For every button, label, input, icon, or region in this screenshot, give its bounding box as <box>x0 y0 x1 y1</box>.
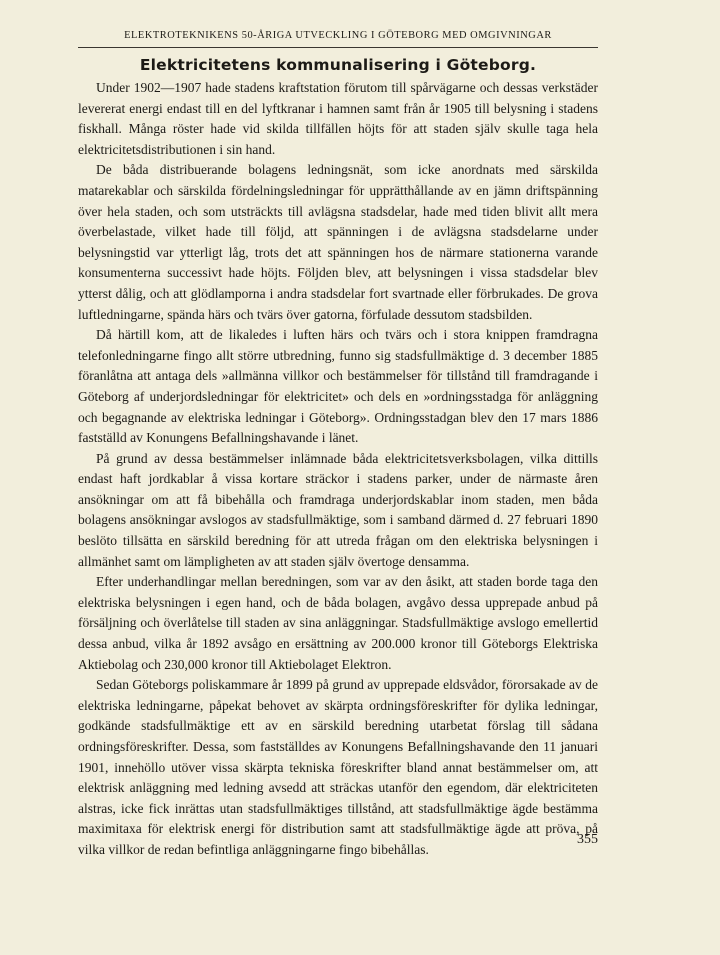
paragraph: De båda distribuerande bolagens ledningsnät, som icke anordnats med särskilda matarekablar och särskilda fördelningsledningar för upprätthållande av en jämn driftspänning över hela staden, och som utsträckts till avlägsna stadsdelar, hade med tiden blivit allt mera överbelastade, vilket hade till följd, att spänningen i de avlägsna stadsdelarne under belysningstid var ytterligt låg, trots det att spänningen hos de närmare stationerna varande konsumenterna successivt hade höjts. Följden blev, att belysningen i vissa stadsdelar blev ytterst dålig, och att glödlamporna i andra stadsdelar fort svartnade eller förbrukades. De grova luftledningarne, spända härs och tvärs över gatorna, förfulade dessutom stadsbilden. <box>78 162 598 322</box>
paragraph: På grund av dessa bestämmelser inlämnade båda elektricitetsverksbolagen, vilka dittills endast haft jordkablar å vissa kortare sträckor i stadens parker, under de närmaste åren ansökningar om att få bibehålla och framdraga underjordskablar inom staden, men båda bolagens ansökningar avslogos av stadsfullmäktige, som i samband därmed d. 27 februari 1890 beslöto tillsätta en särskild beredning för att utreda frågan om den elektriska belysningen i allmänhet samt om lämpligheten av att staden själv övertoge densamma. <box>78 450 598 569</box>
running-header: ELEKTROTEKNIKENS 50-ÅRIGA UTVECKLING I GÖTEBORG MED OMGIVNINGAR <box>78 30 598 48</box>
paragraph: Då härtill kom, att de likaledes i luften härs och tvärs och i stora knippen framdragna telefonledningarne fingo allt större utbredning, funno sig stadsfullmäktige d. 3 december 1885 föranlåtna att antaga dels »allmänna villkor och bestämmelser för tillstånd till framdragande i Göteborg af underjordsledningar för elektricitet» och dels en »ordningsstadga för anläggning och begagnande av elektriska ledningar i Göteborg». Ordningsstadgan blev den 17 mars 1886 fastställd av Konungens Befallningshavande i länet. <box>78 327 598 446</box>
paragraph: Sedan Göteborgs poliskammare år 1899 på grund av upprepade eldsvådor, förorsakade av de elektriska ledningarne, påpekat behovet av skärpta ordningsföreskrifter för dylika ledningar, godkände stadsfullmäktige ett av en särskild beredning utarbetat förslag till sådana ordningsföreskrifter. Dessa, som fastställdes av Konungens Befallningshavande den 11 januari 1901, innehöllo utöver vissa skärpta tekniska föreskrifter bland annat bestämmelser om, att elektrisk anläggning med ledning avsedd att sträckas utanför den egendom, där elektriciteten alstras, icke fick inrättas utan stadsfullmäktiges tillstånd, att stadsfullmäktige ägde bestämma maximitaxa för elektrisk energi för distribution samt att stadsfullmäktige ägde att pröva, på vilka villkor de redan befintliga anläggningarne fingo bibehållas. <box>78 677 598 857</box>
article-title: Elektricitetens kommunalisering i Göteborg. <box>139 56 537 74</box>
page-number: 355 <box>577 832 598 847</box>
page-content <box>78 30 598 861</box>
paragraph: Under 1902—1907 hade stadens kraftstation förutom till spårvägarne och dessas verkstäder levererat energi endast till en del lyftkranar i hamnen samt från år 1905 till belysning i stadens fiskhall. Många röster hade vid skilda tillfällen höjts för att staden själv skulle taga hela elektricitetsdistributionen i sin hand. <box>78 80 598 157</box>
article-body <box>78 78 598 861</box>
paragraph: Efter underhandlingar mellan beredningen, som var av den åsikt, att staden borde taga den elektriska belysningen i egen hand, och de båda bolagen, avgåvo dessa upprepade anbud på försäljning och överlåtelse till staden av sina anläggningar. Stadsfullmäktige avslogo emellertid dessa anbud, vilka år 1892 avsågo en ersättning av 200.000 kronor till Göteborgs Elektriska Aktiebolag och 230,000 kronor till Aktiebolaget Elektron. <box>78 574 598 672</box>
